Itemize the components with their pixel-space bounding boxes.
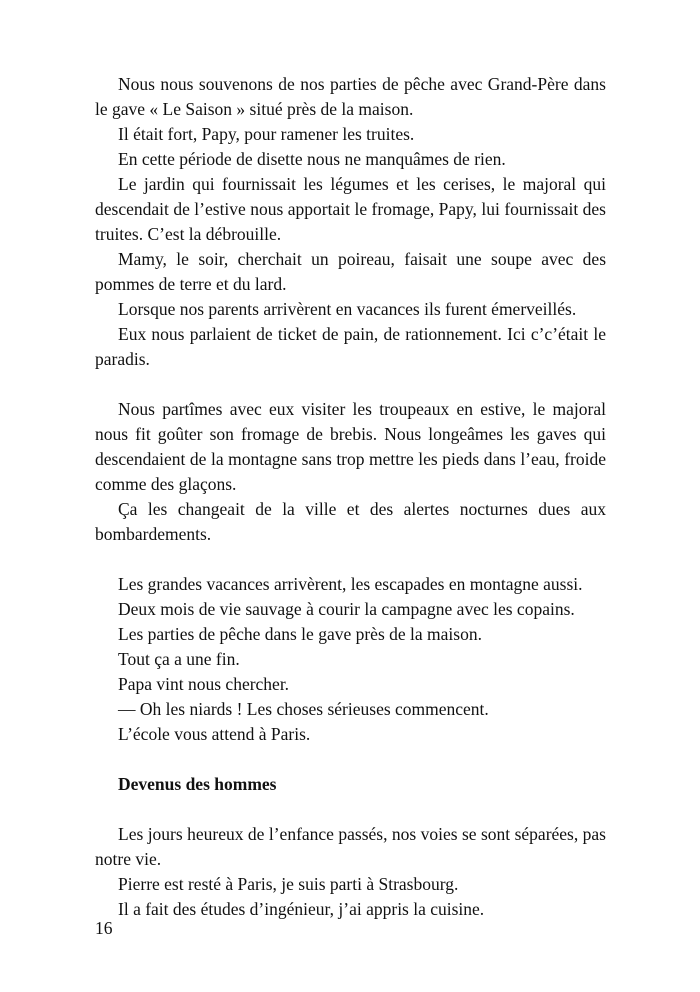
paragraph: Il était fort, Papy, pour ramener les truites.: [118, 124, 415, 144]
section-heading: Devenus des hommes: [118, 774, 277, 794]
page-number: 16: [95, 918, 113, 938]
paragraph: Le jardin qui fournissait les légumes et les cerises, le majoral qui descendait de l’estive nous apportait le fromage, Papy, lui fournissait des truites. C’est la débrouille.: [95, 174, 606, 244]
paragraph: Papa vint nous chercher.: [118, 674, 290, 694]
paragraph: En cette période de disette nous ne manquâmes de rien.: [118, 149, 506, 169]
paragraph: Deux mois de vie sauvage à courir la campagne avec les copains.: [118, 599, 575, 619]
dialogue-line: — Oh les niards ! Les choses sérieuses commencent.: [118, 699, 489, 719]
paragraph: Nous nous souvenons de nos parties de pêche avec Grand-Père dans le gave « Le Saison » situé près de la maison.: [95, 74, 606, 119]
paragraph: L’école vous attend à Paris.: [118, 724, 311, 744]
paragraph: Eux nous parlaient de ticket de pain, de rationnement. Ici c’c’était le paradis.: [95, 324, 606, 369]
paragraph: Il a fait des études d’ingénieur, j’ai appris la cuisine.: [118, 899, 485, 919]
paragraph-spacer: [95, 372, 606, 397]
paragraph: Lorsque nos parents arrivèrent en vacances ils furent émerveillés.: [118, 299, 577, 319]
paragraph: Mamy, le soir, cherchait un poireau, faisait une soupe avec des pommes de terre et du lard.: [95, 249, 606, 294]
paragraph-spacer: [95, 747, 606, 772]
page-body: [95, 72, 606, 922]
paragraph: Tout ça a une fin.: [118, 649, 240, 669]
paragraph: Pierre est resté à Paris, je suis parti à Strasbourg.: [118, 874, 459, 894]
paragraph: Les grandes vacances arrivèrent, les escapades en montagne aussi.: [118, 574, 583, 594]
paragraph: Nous partîmes avec eux visiter les troupeaux en estive, le majoral nous fit goûter son fromage de brebis. Nous longeâmes les gaves qui descendaient de la montagne sans trop mettre les pieds dans l’eau, froide comme des glaçons.: [95, 399, 606, 494]
paragraph: Les jours heureux de l’enfance passés, nos voies se sont séparées, pas notre vie.: [95, 824, 606, 869]
paragraph-spacer: [95, 547, 606, 572]
paragraph: Ça les changeait de la ville et des alertes nocturnes dues aux bombardements.: [95, 499, 606, 544]
paragraph: Les parties de pêche dans le gave près de la maison.: [118, 624, 482, 644]
paragraph-spacer: [95, 797, 606, 822]
